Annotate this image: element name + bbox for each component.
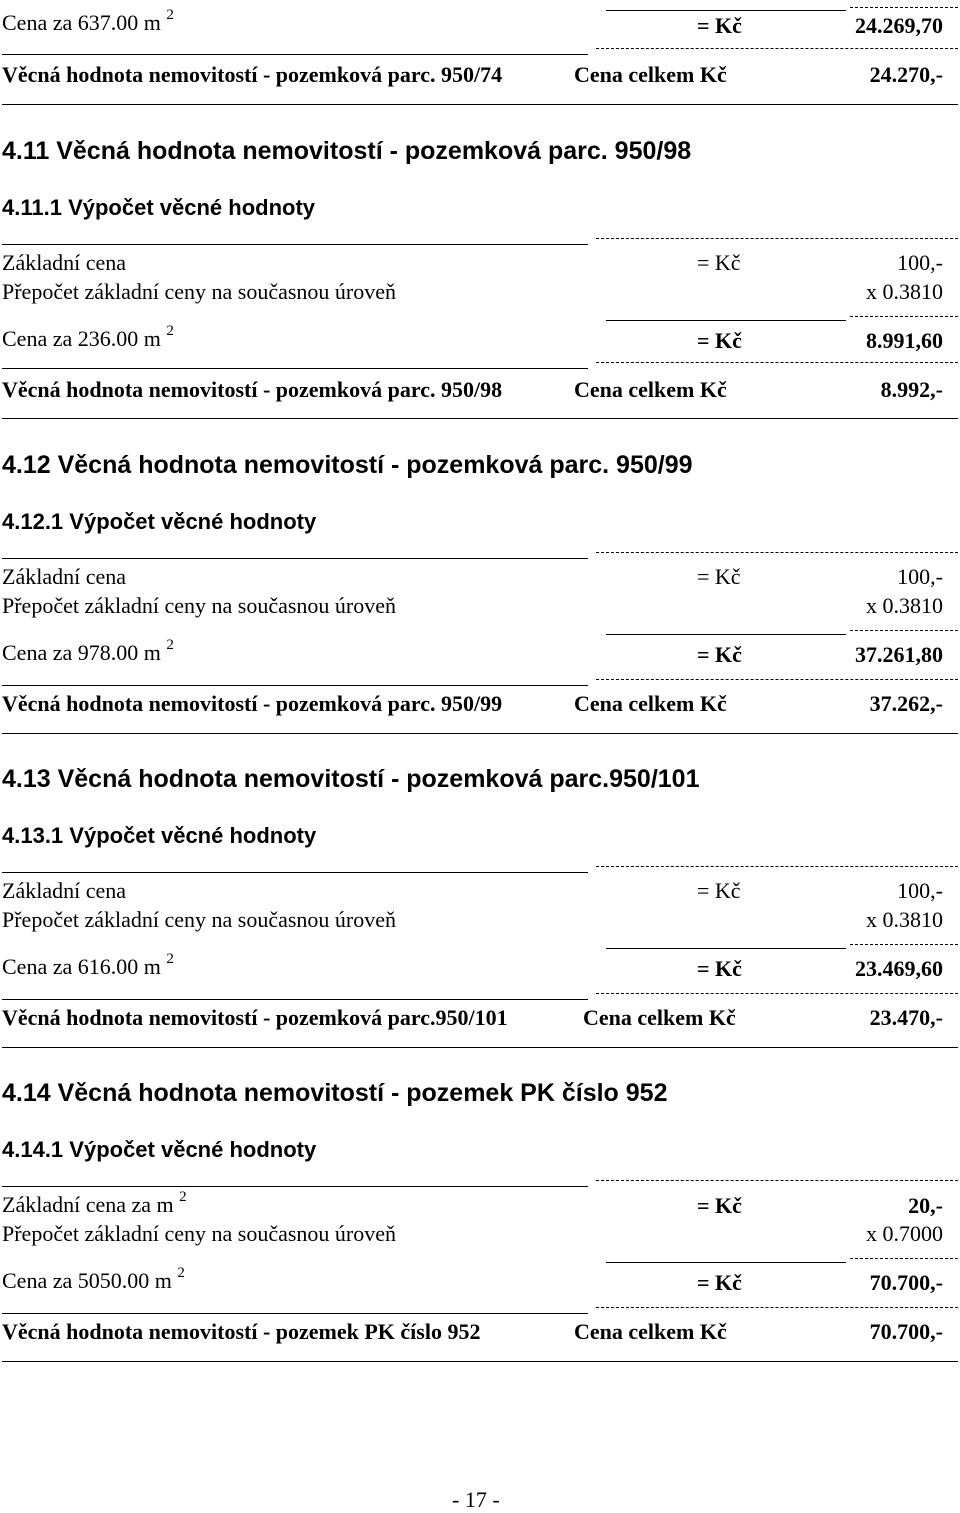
price-unit: = Kč (697, 1270, 742, 1295)
price-row (2, 6, 174, 36)
price-value: 37.261,80 (855, 642, 943, 667)
total-unit: Cena celkem Kč (574, 1319, 727, 1344)
recalc-value: x 0.3810 (866, 593, 943, 618)
superscript: 2 (179, 1188, 187, 1205)
value-rule (850, 7, 958, 8)
total-label: Věcná hodnota nemovitostí - pozemková parc. 950/98 (2, 377, 503, 402)
row-rule-dashed (596, 679, 958, 680)
total-label: Věcná hodnota nemovitostí - pozemková parc. 950/99 (2, 691, 503, 716)
page-number: - 17 - (452, 1487, 500, 1512)
subsection-heading: 4.13.1 Výpočet věcné hodnoty (2, 823, 317, 848)
total-value: 23.470,- (869, 1005, 943, 1030)
price-value: 70.700,- (869, 1270, 943, 1295)
base-price-unit: = Kč (697, 878, 741, 903)
total-unit: Cena celkem Kč (574, 377, 727, 402)
price-row (2, 950, 174, 980)
base-price-row (2, 1188, 187, 1218)
row-rule-dashed (596, 238, 958, 239)
subsection-heading: 4.11.1 Výpočet věcné hodnoty (2, 195, 316, 220)
row-rule (2, 54, 588, 55)
value-rule (850, 944, 958, 945)
section-heading: 4.11 Věcná hodnota nemovitostí - pozemková parc. 950/98 (2, 137, 692, 165)
value-rule (850, 630, 958, 631)
price-unit: = Kč (697, 956, 742, 981)
base-price-unit: = Kč (697, 1193, 742, 1218)
row-rule (2, 1186, 588, 1187)
base-price-unit: = Kč (697, 564, 741, 589)
price-unit: = Kč (697, 13, 742, 38)
base-price-label: Základní cena (2, 250, 126, 275)
price-label: Cena za 236.00 m (2, 326, 161, 351)
superscript: 2 (166, 636, 174, 653)
base-price-value: 20,- (908, 1193, 943, 1218)
superscript: 2 (177, 1264, 185, 1281)
row-rule-dashed (596, 552, 958, 553)
section-heading: 4.12 Věcná hodnota nemovitostí - pozemková parc. 950/99 (2, 451, 693, 479)
subsection-heading: 4.14.1 Výpočet věcné hodnoty (2, 1137, 317, 1162)
row-rule (2, 558, 588, 559)
price-label: Cena za 5050.00 m (2, 1268, 172, 1293)
row-rule (2, 999, 588, 1000)
base-price-value: 100,- (897, 250, 943, 275)
unit-rule (606, 634, 846, 635)
base-price-unit: = Kč (697, 250, 741, 275)
recalc-value: x 0.3810 (866, 279, 943, 304)
base-price-value: 100,- (897, 564, 943, 589)
price-label: Cena za 978.00 m (2, 640, 161, 665)
recalc-value: x 0.7000 (866, 1221, 943, 1246)
superscript: 2 (166, 322, 174, 339)
price-value: 8.991,60 (866, 328, 943, 353)
price-label: Cena za 637.00 m (2, 10, 161, 35)
unit-rule (606, 320, 846, 321)
total-label: Věcná hodnota nemovitostí - pozemková parc.950/101 (2, 1005, 508, 1030)
total-rule (2, 1047, 958, 1048)
row-rule-dashed (596, 1307, 958, 1308)
superscript: 2 (166, 950, 174, 967)
row-rule (2, 685, 588, 686)
total-label: Věcná hodnota nemovitostí - pozemek PK číslo 952 (2, 1319, 481, 1344)
total-unit: Cena celkem Kč (574, 691, 727, 716)
value-rule (850, 1258, 958, 1259)
recalc-label: Přepočet základní ceny na současnou úroveň (2, 1221, 397, 1246)
total-unit: Cena celkem Kč (583, 1005, 736, 1030)
recalc-value: x 0.3810 (866, 907, 943, 932)
price-unit: = Kč (697, 328, 742, 353)
recalc-label: Přepočet základní ceny na současnou úroveň (2, 907, 397, 932)
unit-rule (606, 948, 846, 949)
price-unit: = Kč (697, 642, 742, 667)
subsection-heading: 4.12.1 Výpočet věcné hodnoty (2, 509, 317, 534)
price-row (2, 322, 174, 352)
price-value: 23.469,60 (855, 956, 943, 981)
total-unit: Cena celkem Kč (574, 62, 727, 87)
base-price-label: Základní cena (2, 878, 126, 903)
row-rule (2, 368, 588, 369)
row-rule-dashed (596, 866, 958, 867)
total-rule (2, 104, 958, 105)
value-rule (850, 316, 958, 317)
base-price-label: Základní cena za m (2, 1192, 174, 1217)
price-label: Cena za 616.00 m (2, 954, 161, 979)
total-value: 24.270,- (869, 62, 943, 87)
row-rule-dashed (596, 48, 958, 49)
row-rule-dashed (596, 1180, 958, 1181)
base-price-value: 100,- (897, 878, 943, 903)
row-rule (2, 872, 588, 873)
superscript: 2 (166, 6, 174, 23)
price-row (2, 636, 174, 666)
total-rule (2, 1361, 958, 1362)
total-label: Věcná hodnota nemovitostí - pozemková parc. 950/74 (2, 62, 503, 87)
section-heading: 4.13 Věcná hodnota nemovitostí - pozemková parc.950/101 (2, 765, 700, 793)
total-rule (2, 733, 958, 734)
price-row (2, 1264, 185, 1294)
row-rule (2, 1313, 588, 1314)
base-price-label: Základní cena (2, 564, 126, 589)
price-value: 24.269,70 (855, 13, 943, 38)
recalc-label: Přepočet základní ceny na současnou úroveň (2, 593, 397, 618)
section-heading: 4.14 Věcná hodnota nemovitostí - pozemek PK číslo 952 (2, 1079, 668, 1107)
total-value: 37.262,- (869, 691, 943, 716)
row-rule-dashed (596, 993, 958, 994)
unit-rule (606, 1262, 846, 1263)
row-rule (2, 244, 588, 245)
unit-rule (606, 10, 846, 11)
row-rule-dashed (596, 362, 958, 363)
recalc-label: Přepočet základní ceny na současnou úroveň (2, 279, 397, 304)
total-value: 8.992,- (880, 377, 943, 402)
total-value: 70.700,- (869, 1319, 943, 1344)
total-rule (2, 418, 958, 419)
